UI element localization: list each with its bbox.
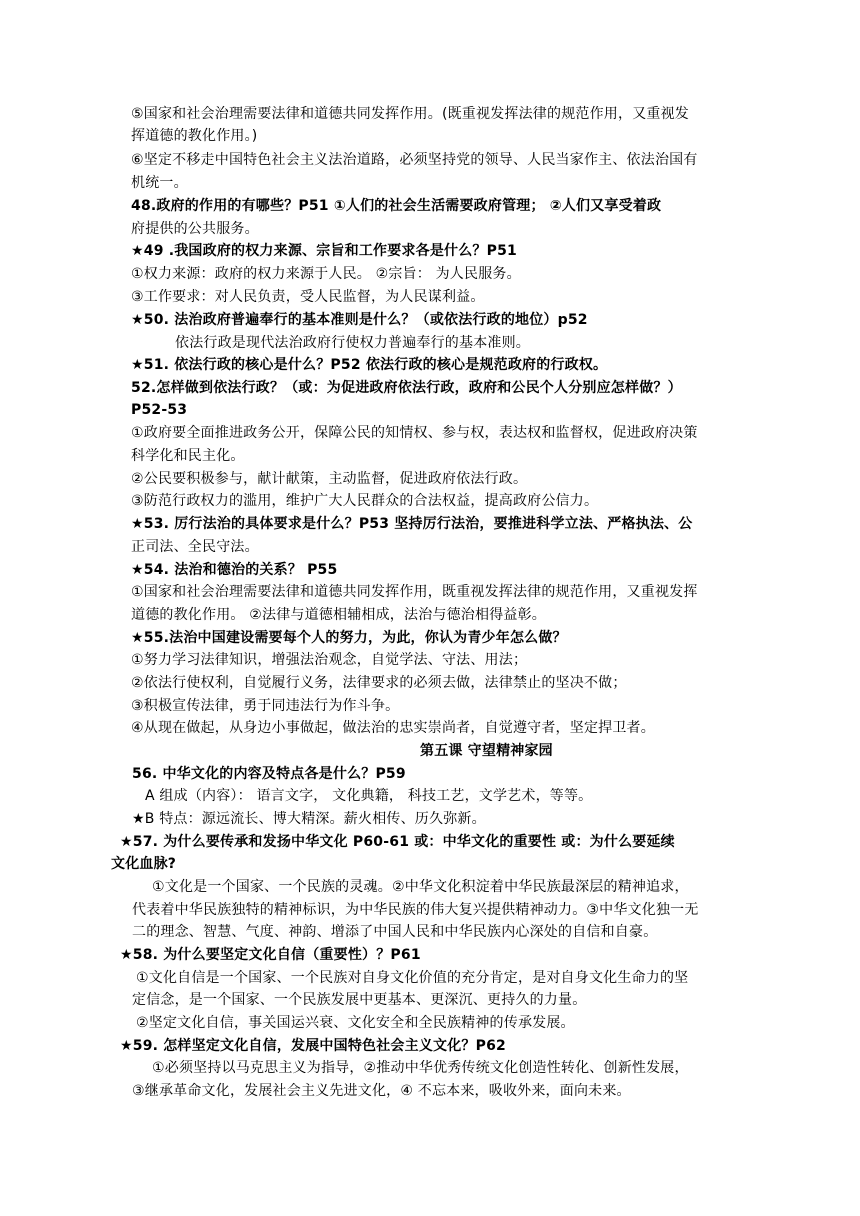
text-line: ★B 特点：源远流长、博大精深。薪火相传、历久弥新。 [132,811,486,827]
text-line: ①文化自信是一个国家、一个民族对自身文化价值的充分肯定，是对自身文化生命力的坚 [136,970,689,986]
text-line: ②公民要积极参与，献计献策，主动监督，促进政府依法行政。 [131,471,528,487]
text-line: ③继承革命文化，发展社会主义先进文化，④ 不忘本来，吸收外来，面向未来。 [132,1083,631,1099]
text-line: 代表着中华民族独特的精神标识，为中华民族的伟大复兴提供精神动力。③中华文化独一无 [132,902,699,918]
question-49: ★49 .我国政府的权力来源、宗旨和工作要求各是什么？P51 [131,243,517,259]
text-line: ①国家和社会治理需要法律和道德共同发挥作用，既重视发挥法律的规范作用，又重视发挥 [131,584,698,600]
question-58: ★58. 为什么要坚定文化自信（重要性）？P61 [120,947,421,963]
text-line: ③防范行政权力的滥用，维护广大人民群众的合法权益，提高政府公信力。 [131,493,599,509]
text-line: ③积极宣传法律，勇于同违法行为作斗争。 [131,698,400,714]
question-48: 48.政府的作用的有哪些？P51 ①人们的社会生活需要政府管理； ②人们又享受着政 [131,198,662,214]
question-56: 56. 中华文化的内容及特点各是什么？P59 [132,766,406,782]
text-line: ③工作要求：对人民负责，受人民监督，为人民谋利益。 [131,289,485,305]
question-50: ★50. 法治政府普遍奉行的基本准则是什么？（或依法行政的地位）p52 [131,312,588,328]
question-53: ★53. 厉行法治的具体要求是什么？P53 坚持厉行法治，要推进科学立法、严格执法、公 [131,516,693,532]
text-line: ⑤国家和社会治理需要法律和道德共同发挥作用。(既重视发挥法律的规范作用，又重视发 [131,106,690,122]
question-57: ★57. 为什么要传承和发扬中华文化 P60-61 或：中华文化的重要性 或：为什么要延续 [120,834,675,850]
text-line: ④从现在做起，从身边小事做起，做法治的忠实崇尚者，自觉遵守者，坚定捍卫者。 [131,720,655,736]
text-line: 机统一。 [131,175,188,191]
text-line: 正司法、全民守法。 [131,539,259,555]
text-line: 道德的教化作用。 ②法律与道德相辅相成，法治与德治相得益彰。 [131,607,546,623]
lesson-title: 第五课 守望精神家园 [420,743,553,759]
question-55: ★55.法治中国建设需要每个人的努力，为此，你认为青少年怎么做？ [131,630,567,646]
text-line: ①文化是一个国家、一个民族的灵魂。②中华文化积淀着中华民族最深层的精神追求， [152,879,689,895]
text-line: 二的理念、智慧、气度、神韵、增添了中国人民和中华民族内心深处的自信和自豪。 [132,924,658,940]
question-59: ★59. 怎样坚定文化自信，发展中国特色社会主义文化？P62 [120,1038,506,1054]
text-line: ①政府要全面推进政务公开，保障公民的知情权、参与权，表达权和监督权，促进政府决策 [131,425,698,441]
question-57-cont: 文化血脉? [111,856,177,872]
text-line: ⑥坚定不移走中国特色社会主义法治道路，必须坚持党的领导、人民当家作主、依法治国有 [131,152,698,168]
question-51: ★51. 依法行政的核心是什么？P52 依法行政的核心是规范政府的行政权。 [131,357,608,373]
text-line: ①必须坚持以马克思主义为指导，②推动中华优秀传统文化创造性转化、创新性发展， [152,1060,689,1076]
text-line: ①努力学习法律知识，增强法治观念，自觉学法、守法、用法； [131,652,528,668]
text-line: ②依法行使权利，自觉履行义务，法律要求的必须去做，法律禁止的坚决不做； [131,675,627,691]
text-line: 定信念，是一个国家、一个民族发展中更基本、更深沉、更持久的力量。 [132,992,587,1008]
text-line: 挥道德的教化作用。) [131,128,258,144]
text-line: ①权力来源：政府的权力来源于人民。 ②宗旨： 为人民服务。 [131,266,521,282]
question-54: ★54. 法治和德治的关系？ P55 [131,562,338,578]
question-52: 52.怎样做到依法行政？（或：为促进政府依法行政，政府和公民个人分别应怎样做？） [131,380,682,396]
text-line: A 组成（内容）： 语言文字， 文化典籍， 科技工艺，文学艺术，等等。 [145,788,593,804]
question-52-page: P52-53 [131,402,188,418]
text-line: 府提供的公共服务。 [131,221,259,237]
text-line: 科学化和民主化。 [131,448,245,464]
text-line: ②坚定文化自信，事关国运兴衰、文化安全和全民族精神的传承发展。 [136,1015,575,1031]
text-line: 依法行政是现代法治政府行使权力普遍奉行的基本准则。 [175,335,530,351]
